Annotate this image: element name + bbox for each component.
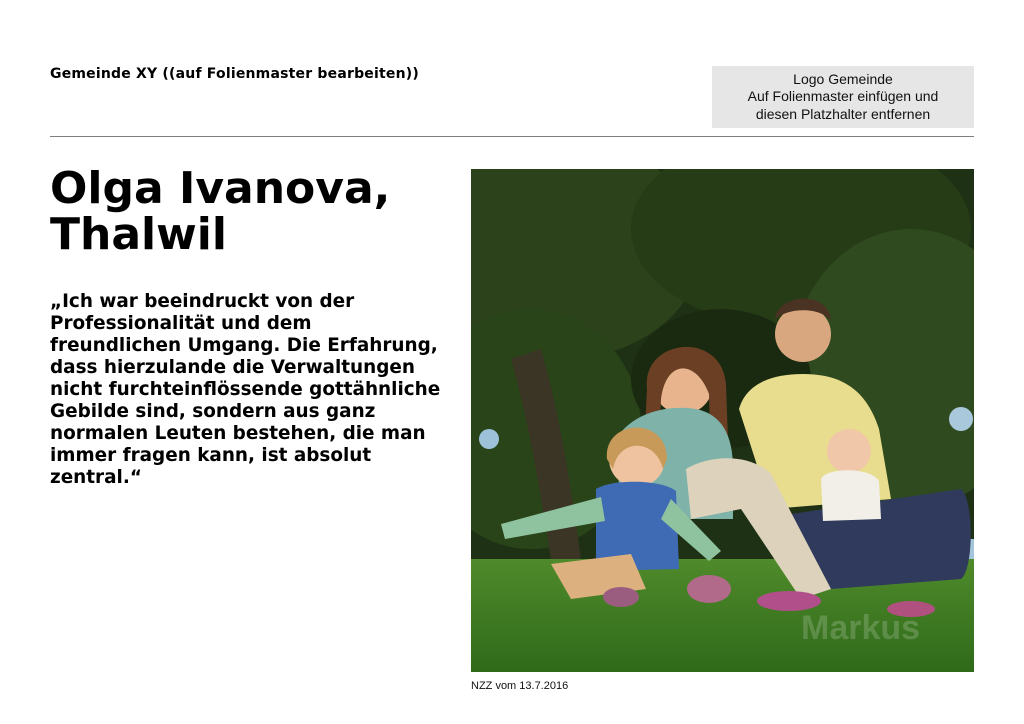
photo-watermark: Markus — [801, 609, 921, 647]
quote-line: dass hierzulande die Verwaltungen — [50, 357, 415, 378]
quote-line: Professionalität und dem — [50, 313, 312, 334]
quote-line: Gebilde sind, sondern aus ganz — [50, 401, 376, 422]
person-name-line: Olga Ivanova, — [50, 163, 391, 214]
logo-placeholder-line: Logo Gemeinde — [793, 70, 893, 87]
person-name — [50, 163, 391, 260]
quote-line: nicht furchteinflössende gottähnliche — [50, 379, 441, 400]
quote-line: immer fragen kann, ist absolut — [50, 445, 372, 466]
testimonial-quote — [50, 291, 460, 489]
person-name-line: Thalwil — [50, 209, 227, 260]
logo-placeholder-line: Auf Folienmaster einfügen und — [747, 88, 939, 105]
quote-line: normalen Leuten bestehen, die man — [50, 423, 426, 444]
header-divider — [50, 136, 974, 137]
family-photo — [471, 169, 974, 672]
header-title: Gemeinde XY ((auf Folienmaster bearbeiten)) — [50, 66, 419, 82]
quote-line: „Ich war beeindruckt von der — [50, 291, 355, 312]
quote-line: zentral.“ — [50, 467, 142, 488]
photo-caption: NZZ vom 13.7.2016 — [471, 680, 569, 692]
logo-placeholder — [712, 66, 974, 128]
logo-placeholder-line: diesen Platzhalter entfernen — [755, 105, 931, 122]
quote-line: freundlichen Umgang. Die Erfahrung, — [50, 335, 438, 356]
